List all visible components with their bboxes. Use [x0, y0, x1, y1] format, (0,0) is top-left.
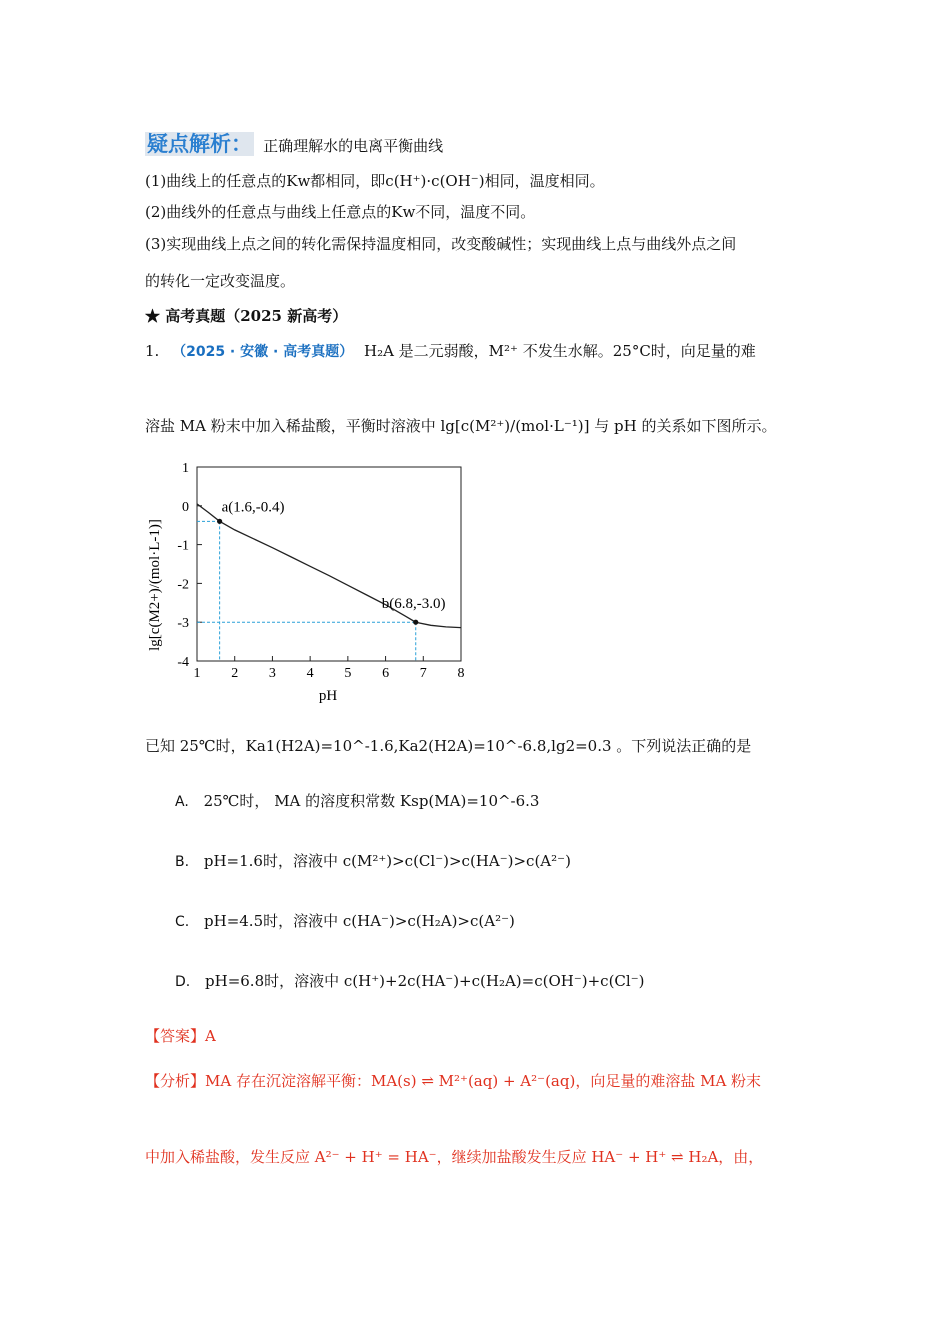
x-tick-label: 8	[457, 666, 465, 681]
point-3: (3)实现曲线上点之间的转化需保持温度相同，改变酸碱性；实现曲线上点与曲线外点之间	[145, 235, 737, 253]
y-tick-label: -1	[177, 538, 189, 554]
option-b-letter: B.	[175, 854, 190, 870]
option-b	[175, 850, 571, 871]
chart-lg-cM-vs-pH	[145, 455, 475, 710]
chart-x-axis-label: pH	[318, 688, 338, 704]
option-d	[175, 970, 644, 991]
x-tick-label: 2	[231, 666, 239, 681]
answer: 【答案】A	[145, 1027, 216, 1045]
x-tick-label: 3	[268, 666, 276, 681]
point-1: (1)曲线上的任意点的Kw都相同，即c(H⁺)·c(OH⁻)相同，温度相同。	[145, 172, 605, 190]
y-tick-label: -4	[177, 655, 189, 670]
question-line-1	[145, 340, 756, 361]
point-3-continued: 的转化一定改变温度。	[145, 272, 296, 290]
heading-title: 正确理解水的电离平衡曲线	[263, 137, 444, 155]
analysis-line-2: 中加入稀盐酸，发生反应 A²⁻ + H⁺ = HA⁻，继续加盐酸发生反应 HA⁻ + H⁺ ⇌ H₂A，由，	[145, 1148, 764, 1166]
data-point	[217, 519, 222, 524]
option-d-text: pH=6.8时，溶液中 c(H⁺)+2c(HA⁻)+c(H₂A)=c(OH⁻)+c(Cl⁻)	[205, 972, 645, 990]
option-d-letter: D.	[175, 974, 191, 990]
x-tick-label: 7	[419, 666, 427, 681]
explanation-heading	[145, 128, 443, 158]
chart-y-axis-label: lg[c(M2+)/(mol·L-1)]	[147, 519, 163, 651]
point-2: (2)曲线外的任意点与曲线上任意点的Kw不同，温度不同。	[145, 203, 536, 221]
y-tick-label: -2	[177, 577, 189, 593]
chart-plot-area	[177, 461, 464, 681]
option-a-letter: A.	[175, 794, 189, 810]
x-tick-label: 5	[344, 666, 352, 681]
section-title: ★ 高考真题（2025 新高考）	[145, 307, 348, 325]
option-a	[175, 790, 539, 811]
option-a-text: 25℃时， MA 的溶度积常数 Ksp(MA)=10^-6.3	[203, 792, 540, 810]
option-c	[175, 910, 515, 931]
point-label: a(1.6,-0.4)	[221, 499, 285, 516]
question-number: 1.	[145, 342, 160, 360]
y-tick-label: 1	[182, 461, 189, 476]
option-b-text: pH=1.6时，溶液中 c(M²⁺)>c(Cl⁻)>c(HA⁻)>c(A²⁻)	[203, 852, 571, 870]
chart-frame	[197, 467, 461, 661]
option-c-text: pH=4.5时，溶液中 c(HA⁻)>c(H₂A)>c(A²⁻)	[204, 912, 515, 930]
analysis-line-1: 【分析】MA 存在沉淀溶解平衡：MA(s) ⇌ M²⁺(aq) + A²⁻(aq)，向足量的难溶盐 MA 粉末	[145, 1072, 762, 1090]
x-tick-label: 6	[382, 666, 390, 681]
question-stem-1: H₂A 是二元弱酸，M²⁺ 不发生水解。25°C时，向足量的难	[363, 342, 756, 360]
heading-tag: 疑点解析：	[147, 132, 252, 156]
x-tick-label: 4	[306, 666, 314, 681]
data-point	[413, 620, 418, 625]
y-tick-label: 0	[182, 499, 189, 515]
option-c-letter: C.	[175, 914, 190, 930]
y-tick-label: -3	[177, 616, 189, 632]
x-tick-label: 1	[193, 666, 201, 681]
known-conditions: 已知 25℃时，Ka1(H2A)=10^-1.6,Ka2(H2A)=10^-6.8,lg2=0.3 。下列说法正确的是	[145, 737, 752, 755]
question-source: （2025 · 安徽 · 高考真题）	[172, 344, 354, 360]
question-stem-2: 溶盐 MA 粉末中加入稀盐酸，平衡时溶液中 lg[c(M²⁺)/(mol·L⁻¹)] 与 pH 的关系如下图所示。	[145, 417, 777, 435]
point-label: b(6.8,-3.0)	[381, 596, 446, 613]
